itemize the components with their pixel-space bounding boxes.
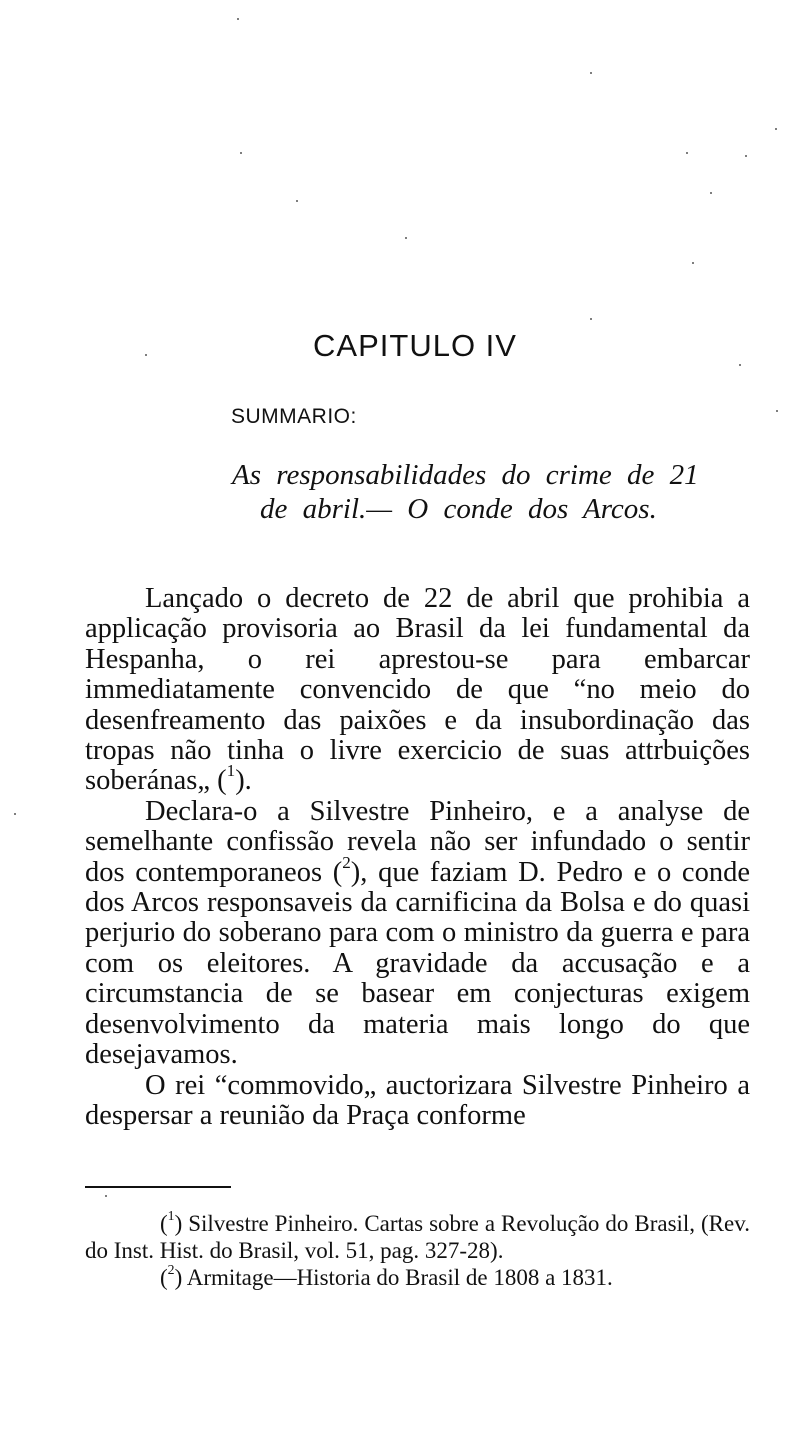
- footnotes: [85, 1210, 750, 1291]
- scan-speck: [776, 410, 778, 412]
- footnote-2: [85, 1264, 750, 1291]
- scan-speck: [775, 128, 777, 130]
- paragraph-2-end: ), que faziam D. Pedro e o conde dos Arcos responsaveis da carnificina da Bolsa e do quasi perjurio do soberano para com o ministro da guerra e para com os eleitores. A gravidade da accusação e a circumstancia de se basear em conjecturas exigem desenvolvimento da materia mais longo do que desejavamos.: [85, 856, 750, 1071]
- footnote-2-number: 2: [167, 1262, 175, 1278]
- footnote-1: [85, 1210, 750, 1264]
- scan-speck: [14, 813, 16, 815]
- scan-speck: [237, 18, 239, 20]
- scan-speck: [405, 237, 407, 239]
- paragraph-2-text: Declara-o a Silvestre Pinheiro, e a analyse de semelhante confissão revela não ser infundado o sentir dos contemporaneos (: [85, 795, 750, 888]
- footnote-1-number: 1: [167, 1208, 175, 1224]
- footnote-ref-2: 2: [342, 852, 351, 872]
- body-text: [85, 584, 750, 1131]
- footnote-1-open: (: [160, 1211, 168, 1236]
- footnote-2-text: ) Armitage—Historia do Brasil de 1808 a 1831.: [174, 1265, 613, 1290]
- summary-label: SUMMARIO:: [231, 405, 357, 428]
- paragraph-1-end: ).: [235, 765, 252, 797]
- scan-speck: [105, 1195, 107, 1197]
- summary-line-2: de abril.— O conde dos Arcos.: [260, 493, 657, 525]
- chapter-title: CAPITULO IV: [313, 328, 517, 363]
- footnote-2-open: (: [160, 1265, 168, 1290]
- scan-speck: [739, 364, 741, 366]
- paragraph-3: O rei “commovido„ auctorizara Silvestre Pinheiro a despersar a reunião da Praça conforme: [85, 1069, 750, 1131]
- footnote-ref-1: 1: [226, 761, 236, 781]
- scan-speck: [745, 155, 747, 157]
- summary-text: [232, 458, 762, 526]
- scan-speck: [296, 200, 298, 202]
- scan-speck: [710, 192, 712, 194]
- summary-line-1: As responsabilidades do crime de 21: [232, 459, 699, 491]
- footnote-divider: [85, 1186, 231, 1188]
- footnote-1-text: ) Silvestre Pinheiro. Cartas sobre a Revolução do Brasil, (Rev. do Inst. Hist. do Brasil, vol. 51, pag. 327-28).: [85, 1211, 750, 1263]
- scan-speck: [590, 72, 592, 74]
- scan-speck: [240, 152, 242, 154]
- paragraph-1-text: Lançado o decreto de 22 de abril que prohibia a applicação provisoria ao Brasil da lei fundamental da Hespanha, o rei aprestou-se para embarcar immediatamente convencido de que “no meio do desenfreamento das paixões e da insubordinação das tropas não tinha o livre exercicio de suas attrbuições soberánas„ (: [85, 583, 750, 797]
- scan-speck: [145, 354, 147, 356]
- scan-speck: [686, 152, 688, 154]
- scan-speck: [692, 262, 694, 264]
- scan-speck: [590, 318, 592, 320]
- paragraph-1: [85, 584, 750, 797]
- paragraph-2: [85, 797, 750, 1071]
